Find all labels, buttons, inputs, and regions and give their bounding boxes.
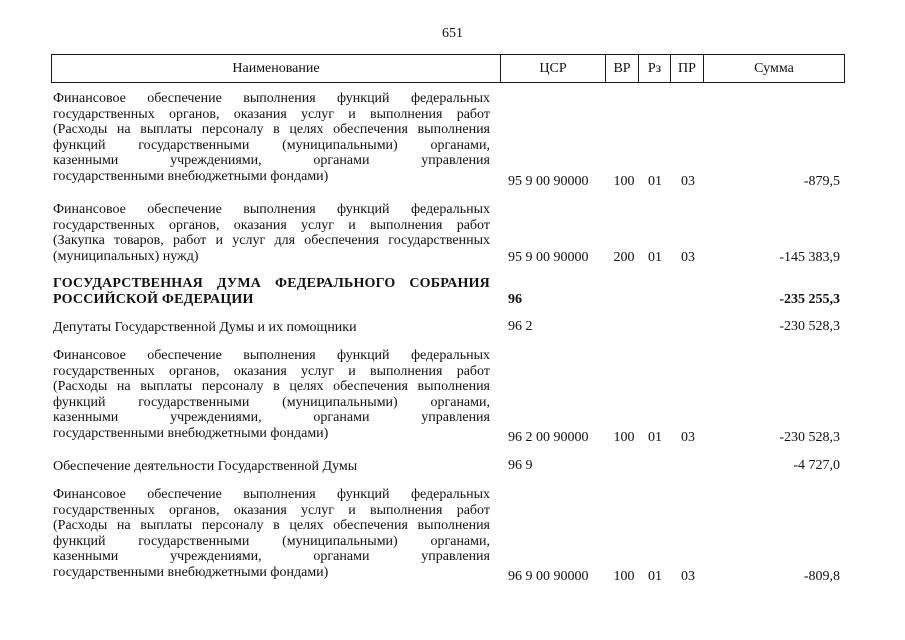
row-name-line: государственных органов, оказания услуг и выполнения работ (53, 217, 490, 233)
row-rz: 01 (648, 430, 662, 445)
row-name (53, 348, 490, 441)
row-pr: 03 (681, 569, 695, 584)
row-name-line: Финансовое обеспечение выполнения функций федеральных (53, 91, 490, 106)
row-sum: -145 383,9 (779, 250, 840, 265)
row-pr: 03 (681, 250, 695, 265)
row-name-line: Финансовое обеспечение выполнения функций федеральных (53, 202, 490, 217)
row-name (53, 91, 490, 184)
row-pr: 03 (681, 430, 695, 445)
row-csr: 96 2 (508, 319, 533, 334)
row-name-line: государственными внебюджетными фондами) (53, 425, 329, 441)
row-sum: -230 528,3 (779, 430, 840, 445)
row-csr: 96 (508, 292, 522, 307)
page-number: 651 (442, 26, 463, 41)
row-name-line: государственных органов, оказания услуг и выполнения работ (53, 502, 490, 518)
row-name-line: Финансовое обеспечение выполнения функций федеральных (53, 348, 490, 363)
row-name-line: казенными учреждениями, органами управления (53, 153, 490, 168)
row-name-line: государственных органов, оказания услуг и выполнения работ (53, 363, 490, 379)
row-csr: 96 9 (508, 458, 533, 473)
row-vr: 100 (613, 569, 635, 584)
row-name-line: (Расходы на выплаты персоналу в целях обеспечения выполнения (53, 518, 490, 533)
row-vr: 100 (613, 430, 635, 445)
row-name-line: РОССИЙСКОЙ ФЕДЕРАЦИИ (53, 291, 254, 307)
row-name-line: Обеспечение деятельности Государственной Думы (53, 459, 358, 474)
column-header-sum: Сумма (754, 61, 794, 76)
row-name-line: функций государственными (муниципальными) органами, (53, 394, 490, 410)
row-name-line: функций государственными (муниципальными) органами, (53, 137, 490, 153)
row-name-line: (Расходы на выплаты персоналу в целях обеспечения выполнения (53, 122, 490, 137)
row-sum: -879,5 (803, 174, 840, 189)
row-csr: 95 9 00 90000 (508, 250, 589, 265)
row-name-line: казенными учреждениями, органами управления (53, 410, 490, 425)
row-rz: 01 (648, 250, 662, 265)
row-name (53, 487, 490, 580)
column-header-pr: ПР (671, 55, 704, 82)
row-name (53, 202, 490, 264)
row-name (53, 459, 490, 475)
row-vr: 200 (613, 250, 635, 265)
row-name-line: государственными внебюджетными фондами) (53, 168, 329, 184)
row-name-line: (муниципальных) нужд) (53, 248, 199, 264)
row-sum: -230 528,3 (779, 319, 840, 334)
row-rz: 01 (648, 569, 662, 584)
row-pr: 03 (681, 174, 695, 189)
column-header-rz: Рз (639, 55, 671, 82)
row-csr: 96 2 00 90000 (508, 430, 589, 445)
row-name-line: функций государственными (муниципальными) органами, (53, 533, 490, 549)
column-header-name: Наименование (52, 55, 501, 82)
column-header-csr: ЦСР (501, 55, 606, 82)
row-name (53, 276, 490, 307)
row-rz: 01 (648, 174, 662, 189)
row-sum: -4 727,0 (793, 458, 840, 473)
row-name-line: государственными внебюджетными фондами) (53, 564, 329, 580)
row-name-line: казенными учреждениями, органами управления (53, 549, 490, 564)
row-name-line: государственных органов, оказания услуг и выполнения работ (53, 106, 490, 122)
column-header-vr: ВР (606, 55, 639, 82)
row-sum: -809,8 (803, 569, 840, 584)
row-name-line: ГОСУДАРСТВЕННАЯ ДУМА ФЕДЕРАЛЬНОГО СОБРАНИЯ (53, 276, 490, 291)
row-csr: 95 9 00 90000 (508, 174, 589, 189)
row-sum: -235 255,3 (779, 292, 840, 307)
row-name-line: (Закупка товаров, работ и услуг для обеспечения государственных (53, 233, 490, 248)
row-name-line: Финансовое обеспечение выполнения функций федеральных (53, 487, 490, 502)
row-vr: 100 (613, 174, 635, 189)
row-name (53, 320, 490, 336)
row-name-line: Депутаты Государственной Думы и их помощники (53, 320, 357, 335)
row-csr: 96 9 00 90000 (508, 569, 589, 584)
row-name-line: (Расходы на выплаты персоналу в целях обеспечения выполнения (53, 379, 490, 394)
